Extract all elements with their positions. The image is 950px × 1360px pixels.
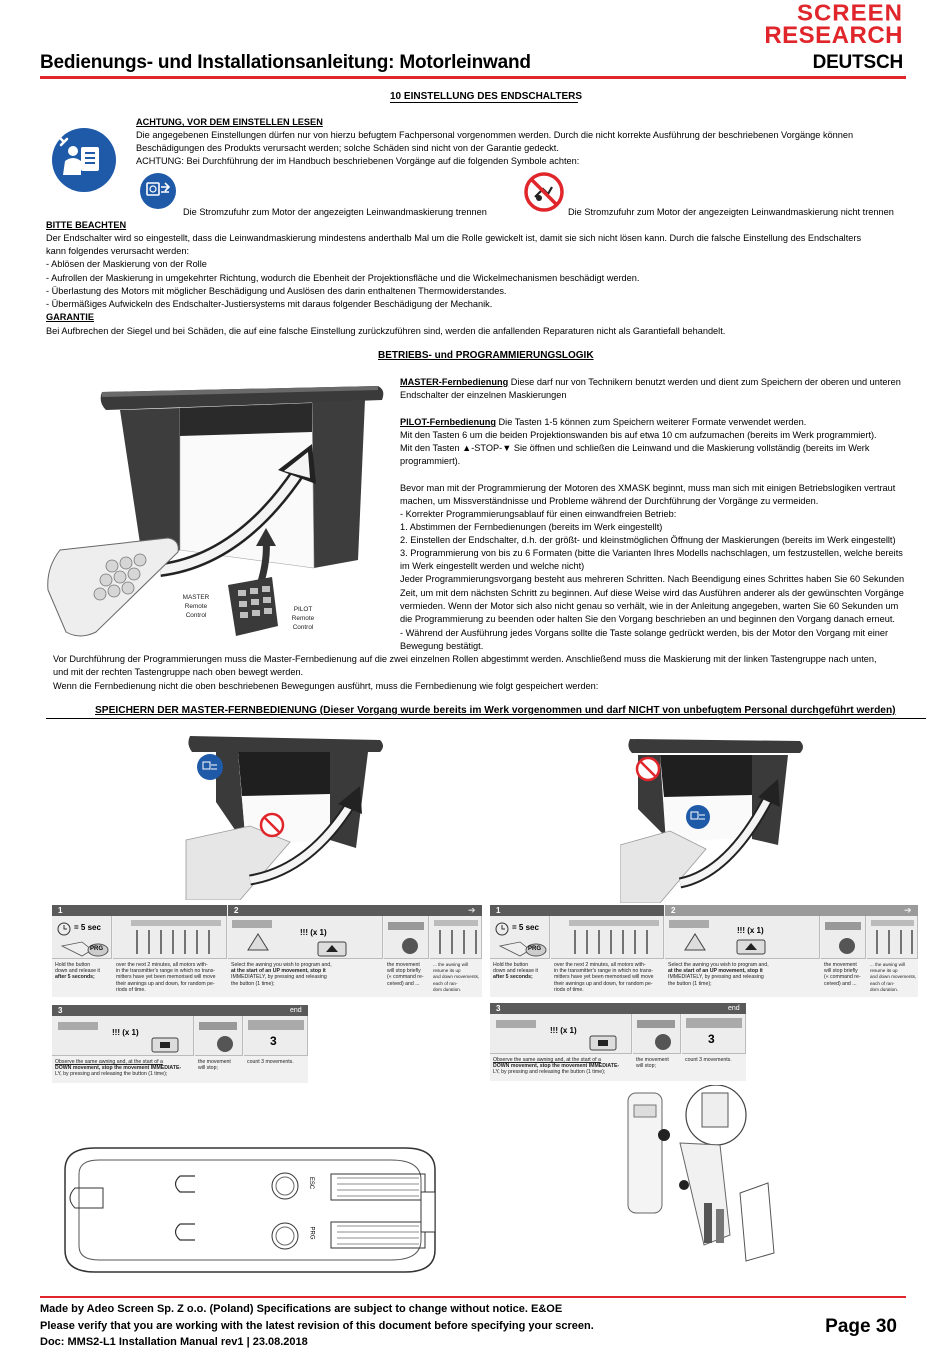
logic-body-13: Bewegung bestätigt. bbox=[400, 641, 484, 651]
caption-line: (« command re- bbox=[824, 974, 861, 981]
caption-line: the button (1 time); bbox=[231, 980, 275, 987]
do-not-disconnect-icon bbox=[523, 171, 565, 213]
caption-line: Observe the same awning and, at the start of a bbox=[55, 1059, 163, 1065]
step-3-count-image bbox=[682, 1014, 746, 1054]
caption-line: ... the awning will resume its up bbox=[433, 962, 468, 974]
pilot-paragraph-1 bbox=[400, 416, 806, 429]
note-line-4: - Aufrollen der Maskierung in umgekehrter Richtung, wodurch die Ebenheit der Projektionsfläche und die Wickelmechanismen beschädigt werden. bbox=[46, 273, 640, 283]
caption-line: riods of time. bbox=[116, 986, 146, 993]
caption-line: IMMEDIATELY, by pressing and releasing bbox=[668, 974, 764, 981]
caption-line: ceived) and ... bbox=[387, 980, 420, 987]
warning-line-2: Beschädigungen des Produkts verursacht werden; solche Schäden sind nicht von der Garantie gedeckt. bbox=[136, 143, 559, 153]
caption-line: will stop briefly bbox=[387, 968, 421, 975]
logic-body-11: die Programmierung zu beenden oder halten Sie den Vorgang beschrieben an und beginnen den Vorgang danach erneut. bbox=[400, 614, 895, 624]
caption-line: and down movements, each of ran- bbox=[433, 974, 480, 986]
step-3-count-caption bbox=[685, 1057, 745, 1063]
caption-line: will stop; bbox=[198, 1065, 218, 1072]
pilot-line-1: Mit den Tasten 6 um die beiden Projektionswanden bis auf etwa 10 cm aufzumachen (bereits im Werk programmiert). bbox=[400, 430, 877, 440]
times-one-label: !!! (x 1) bbox=[550, 1026, 577, 1035]
pilot-text: Die Tasten 1-5 können zum Speichern weiterer Formate verwendet werden. bbox=[495, 417, 807, 427]
step-1-bar: 1 bbox=[490, 905, 664, 916]
symbol-disconnect-text: Die Stromzufuhr zum Motor der angezeigten Leinwandmaskierung trennen bbox=[183, 207, 487, 217]
caption-line: ceived) and ... bbox=[824, 980, 857, 987]
step-3-count-image bbox=[244, 1016, 308, 1056]
caption-line: down and release it bbox=[55, 968, 100, 975]
symbol-no-disconnect-text: Die Stromzufuhr zum Motor der angezeigten Leinwandmaskierung nicht trennen bbox=[568, 207, 894, 217]
master-label-3: Control bbox=[185, 612, 207, 619]
logic-body-7: im Werk eingestellt werden und welche nicht) bbox=[400, 561, 585, 571]
master-label-2: Remote bbox=[184, 603, 208, 610]
step-1-caption bbox=[55, 962, 111, 981]
pilot-label-3: Control bbox=[292, 624, 314, 631]
step-3-down-image bbox=[490, 1014, 632, 1054]
logic-body-10: vermieden. Wenn der Motor sich also nicht genau so verhält, wie in der Anleitung angegeben, warten Sie 60 Sekunden um bbox=[400, 601, 899, 611]
caption-line: dom duration. bbox=[870, 986, 899, 992]
step-2-bar: 2 bbox=[665, 905, 918, 916]
screen-illustration-right bbox=[620, 733, 825, 903]
logic-body-8: Jeder Programmierungsvorgang besteht aus mehreren Schritten. Nach Beendigung eines Schrittes haben Sie 60 Sekunden bbox=[400, 574, 905, 584]
step-1-motion-image bbox=[113, 916, 227, 959]
step-2-caption bbox=[231, 962, 383, 987]
master-label: MASTER-Fernbedienung bbox=[400, 377, 509, 387]
pilot-label: PILOT-Fernbedienung bbox=[400, 417, 496, 427]
page-number: Page 30 bbox=[825, 1316, 897, 1337]
logo-line-screen: SCREEN bbox=[796, 0, 903, 27]
caption-line: the movement bbox=[636, 1057, 669, 1063]
step-2-bar: 2 bbox=[228, 905, 482, 916]
caption-line: the movement bbox=[198, 1059, 231, 1065]
logic-body-5: 2. Einstellen der Endschalter, d.h. der größt- und kleinstmöglichen Öffnung der Maskierungen (bereits im Werk eingestellt) bbox=[400, 535, 896, 545]
steps-panel-left-top bbox=[52, 905, 482, 997]
footer-line-1: Made by Adeo Screen Sp. Z o.o. (Poland) Specifications are subject to change without notice. E&OE bbox=[40, 1303, 563, 1315]
warranty-text: Bei Aufbrechen der Siegel und bei Schäden, die auf eine falsche Einstellung zurückzuführen sind, werden die anfallenden Reparaturen nicht als Garantiefall behandelt. bbox=[46, 326, 726, 336]
footer-line-2: Please verify that you are working with the latest revision of this document before specifying your screen. bbox=[40, 1320, 594, 1332]
caption-line: (« command re- bbox=[387, 974, 424, 981]
times-one-label: !!! (x 1) bbox=[112, 1028, 139, 1037]
caption-line: in the transmitter's range in which no trans- bbox=[116, 968, 216, 975]
five-seconds-label: = 5 sec bbox=[512, 923, 539, 932]
step-3-count-caption bbox=[247, 1059, 307, 1065]
steps-panel-left-bottom bbox=[52, 1005, 308, 1083]
caption-line: in the transmitter's range in which no trans- bbox=[554, 968, 654, 975]
remote-battery-compartment-drawing bbox=[55, 1140, 445, 1280]
caption-line: the button (1 time); bbox=[668, 980, 712, 987]
logic-body-12: - Während der Ausführung jedes Vorgans sollte die Taste solange gedrückt werden, bis der Motor den Vorgang mit einer bbox=[400, 628, 889, 638]
step-3-caption bbox=[55, 1059, 195, 1078]
warning-line-1: Die angegebenen Einstellungen dürfen nur von hierzu befugtem Fachpersonal vorgenommen werden. Durch die nicht korrekte Ausführung der beschriebenen Vorgänge können bbox=[136, 130, 854, 140]
remote-battery-replacement-illustration bbox=[620, 1085, 790, 1275]
pilot-label-1: PILOT bbox=[293, 606, 313, 613]
note-line-5: - Überlastung des Motors mit möglicher Beschädigung und Auslösen des darin enthaltenen Thermowiderstandes. bbox=[46, 286, 507, 296]
caption-line: will stop; bbox=[636, 1063, 656, 1070]
step-2-resume-image bbox=[867, 916, 918, 959]
caption-line: over the next 2 minutes, all motors with- bbox=[554, 962, 646, 968]
document-title: Bedienungs- und Installationsanleitung: Motorleinwand bbox=[40, 52, 531, 73]
caption-line: Observe the same awning and, at the start of a bbox=[493, 1057, 601, 1063]
footer-line-3: Doc: MMS2-L1 Installation Manual rev1 | 23.08.2018 bbox=[40, 1336, 308, 1348]
pilot-remote-label bbox=[287, 605, 319, 632]
master-text: Diese darf nur von Technikern benutzt werden und dient zum Speichern der oberen und unteren bbox=[508, 377, 901, 387]
logic-body-1: Bevor man mit der Programmierung der Motoren des XMASK beginnt, muss man sich mit einigen Betriebslogiken vertraut bbox=[400, 483, 896, 493]
caption-line: will stop briefly bbox=[824, 968, 858, 975]
caption-line: ... the awning will resume its up bbox=[870, 962, 905, 974]
note-line-3: - Ablösen der Maskierung von der Rolle bbox=[46, 259, 207, 269]
language-label: DEUTSCH bbox=[812, 52, 903, 73]
note-line-1: Der Endschalter wird so eingestellt, dass die Leinwandmaskierung mindestens anderthalb Mal um die Rolle gewickelt ist, damit sie sich nicht lösen kann. Durch die falsche Einstellung des Endschalters bbox=[46, 233, 862, 243]
store-divider bbox=[46, 718, 926, 719]
caption-line: Select the awning you wish to program and, bbox=[231, 962, 332, 968]
caption-line: down and release it bbox=[493, 968, 538, 975]
step-2-caption bbox=[668, 962, 820, 987]
brand-logo bbox=[678, 2, 903, 48]
caption-line: mitters have yet been memorised will move bbox=[554, 974, 654, 981]
step-1-hold-image bbox=[52, 916, 112, 959]
step-2-stop-caption bbox=[824, 962, 868, 987]
caption-line: riods of time. bbox=[554, 986, 584, 993]
steps-panel-right-bottom bbox=[490, 1003, 746, 1081]
prg-label: PRG bbox=[308, 1226, 315, 1240]
caption-line: over the next 2 minutes, all motors with- bbox=[116, 962, 208, 968]
times-one-label: !!! (x 1) bbox=[737, 926, 764, 935]
step-1-motion-caption bbox=[116, 962, 228, 993]
step-2-select-image bbox=[228, 916, 383, 959]
section-heading-underline bbox=[390, 102, 578, 103]
logic-heading: BETRIEBS- und PROGRAMMIERUNGSLOGIK bbox=[378, 350, 594, 361]
caption-line: LY, by pressing and releasing the button (1 time); bbox=[55, 1071, 168, 1078]
logic-body-2: machen, um Missverständnisse und Probleme während der Durchführung der Vorgänge zu vermeiden. bbox=[400, 496, 819, 506]
caption-line: after 5 seconds; bbox=[55, 974, 95, 981]
header-divider bbox=[40, 76, 906, 79]
caption-line: the movement bbox=[387, 962, 420, 968]
step-1-hold-image bbox=[490, 916, 550, 959]
times-one-label: !!! (x 1) bbox=[300, 928, 327, 937]
caption-line: Hold the button bbox=[55, 962, 91, 968]
logic-full-3: Wenn die Fernbedienung nicht die oben beschriebenen Bewegungen ausführt, muss die Fernbedienung wie folgt gespeichert werden: bbox=[53, 681, 599, 691]
logic-body-3: - Korrekter Programmierungsablauf für einen einwandfreien Betrieb: bbox=[400, 509, 677, 519]
logic-body-9: Zeit, um mit dem nächsten Schritt zu beginnen. Auf diese Weise wird das Ausführen anderer als der gewünschten Vorgänge bbox=[400, 588, 904, 598]
step-2-stop-caption bbox=[387, 962, 431, 987]
arrow-right-icon: ➔ bbox=[468, 905, 476, 915]
count-three-label: 3 bbox=[270, 1034, 277, 1048]
step-3-bar: 3 bbox=[490, 1003, 746, 1014]
caption-line: and down movements, each of ran- bbox=[870, 974, 917, 986]
count-three-label: 3 bbox=[708, 1032, 715, 1046]
warranty-title: GARANTIE bbox=[46, 312, 94, 322]
screen-remote-illustration bbox=[40, 370, 395, 640]
caption-line: LY, by pressing and releasing the button (1 time); bbox=[493, 1069, 606, 1076]
step-2-stop-image bbox=[384, 916, 429, 959]
caption-line: their awnings up and down, for random pe- bbox=[554, 980, 653, 987]
master-remote-label bbox=[180, 593, 212, 620]
caption-line: count 3 movements. bbox=[685, 1057, 732, 1063]
caption-line: Select the awning you wish to program and, bbox=[668, 962, 769, 968]
step-3-caption bbox=[493, 1057, 633, 1076]
step-2-resume-image bbox=[430, 916, 482, 959]
pilot-line-3: programmiert). bbox=[400, 456, 461, 466]
step-2-resume-caption bbox=[433, 962, 483, 993]
logic-body-6: 3. Programmierung von bis zu 6 Formaten (bitte die Varianten Ihres Modells nachschlagen, um festzustellen, welche bereits bbox=[400, 548, 903, 558]
note-line-6: - Übermäßiges Aufwickeln des Endschalter-Justiersystems mit daraus folgender Beschädigung der Mechanik. bbox=[46, 299, 493, 309]
section-heading: 10 EINSTELLUNG DES ENDSCHALTERS bbox=[390, 91, 583, 102]
step-3-stop-image bbox=[195, 1016, 243, 1056]
warning-line-3: ACHTUNG: Bei Durchführung der im Handbuch beschriebenen Vorgänge auf die folgenden Symbole achten: bbox=[136, 156, 580, 166]
master-paragraph-2: Endschalter der einzelnen Maskierungen bbox=[400, 390, 567, 400]
warning-title: ACHTUNG, VOR DEM EINSTELLEN LESEN bbox=[136, 117, 323, 127]
caption-line: Hold the button bbox=[493, 962, 529, 968]
step-3-down-image bbox=[52, 1016, 194, 1056]
caption-line: DOWN movement, stop the movement IMMEDIATE- bbox=[493, 1063, 620, 1070]
note-line-2: kann folgendes verursacht werden: bbox=[46, 246, 190, 256]
caption-line: IMMEDIATELY, by pressing and releasing bbox=[231, 974, 327, 981]
caption-line: after 5 seconds; bbox=[493, 974, 533, 981]
logic-full-1: Vor Durchführung der Programmierungen muss die Master-Fernbedienung auf die zwei einzelnen Rollen abgestimmt werden. Anschließend muss die Maskierung mit der linken Tastengruppe nach unten, bbox=[53, 654, 877, 664]
esc-label: ESC bbox=[308, 1176, 315, 1190]
store-heading: SPEICHERN DER MASTER-FERNBEDIENUNG (Dieser Vorgang wurde bereits im Werk vorgenommen und darf NICHT von unbefugtem Personal durchgeführt werden) bbox=[95, 705, 896, 716]
footer-divider bbox=[40, 1296, 906, 1298]
caption-line: at the start of an UP movement, stop it bbox=[231, 968, 326, 975]
step-1-motion-caption bbox=[554, 962, 664, 993]
prg-button-label: PRG bbox=[90, 946, 104, 952]
step-3-end-label: end bbox=[290, 1007, 302, 1014]
step-2-select-image bbox=[665, 916, 820, 959]
step-2-resume-caption bbox=[870, 962, 918, 993]
note-title: BITTE BEACHTEN bbox=[46, 220, 127, 230]
logic-full-2: und mit der rechten Tastengruppe nach oben bewegt werden. bbox=[53, 667, 304, 677]
step-3-stop-caption bbox=[636, 1057, 682, 1069]
pilot-line-2: Mit den Tasten ▲-STOP-▼ Sie öffnen und schließen die Leinwand und die Maskierung vollständig (bereits im Werk bbox=[400, 443, 870, 453]
step-3-end-label: end bbox=[728, 1005, 740, 1012]
read-manual-icon bbox=[51, 127, 117, 193]
screen-illustration-left bbox=[180, 730, 385, 900]
steps-panel-right-top bbox=[490, 905, 918, 997]
logo-line-research: RESEARCH bbox=[764, 22, 903, 49]
logic-body-4: 1. Abstimmen der Fernbedienungen (bereits im Werk eingestellt) bbox=[400, 522, 663, 532]
five-seconds-label: = 5 sec bbox=[74, 923, 101, 932]
step-1-bar: 1 bbox=[52, 905, 227, 916]
caption-line: DOWN movement, stop the movement IMMEDIATE- bbox=[55, 1065, 182, 1072]
caption-line: count 3 movements. bbox=[247, 1059, 294, 1065]
caption-line: dom duration. bbox=[433, 986, 462, 992]
step-1-caption bbox=[493, 962, 549, 981]
master-label-1: MASTER bbox=[182, 594, 210, 601]
caption-line: the movement bbox=[824, 962, 857, 968]
prg-button-label: PRG bbox=[528, 946, 542, 952]
arrow-right-icon: ➔ bbox=[904, 905, 912, 915]
step-3-bar: 3 bbox=[52, 1005, 308, 1016]
caption-line: their awnings up and down, for random pe- bbox=[116, 980, 215, 987]
master-paragraph-1 bbox=[400, 376, 901, 389]
caption-line: mitters have yet been memorised will move bbox=[116, 974, 216, 981]
disconnect-power-icon bbox=[139, 172, 177, 210]
step-3-stop-image bbox=[633, 1014, 681, 1054]
pilot-label-2: Remote bbox=[291, 615, 315, 622]
caption-line: at the start of an UP movement, stop it bbox=[668, 968, 763, 975]
step-2-stop-image bbox=[821, 916, 866, 959]
step-3-stop-caption bbox=[198, 1059, 244, 1071]
step-1-motion-image bbox=[551, 916, 664, 959]
